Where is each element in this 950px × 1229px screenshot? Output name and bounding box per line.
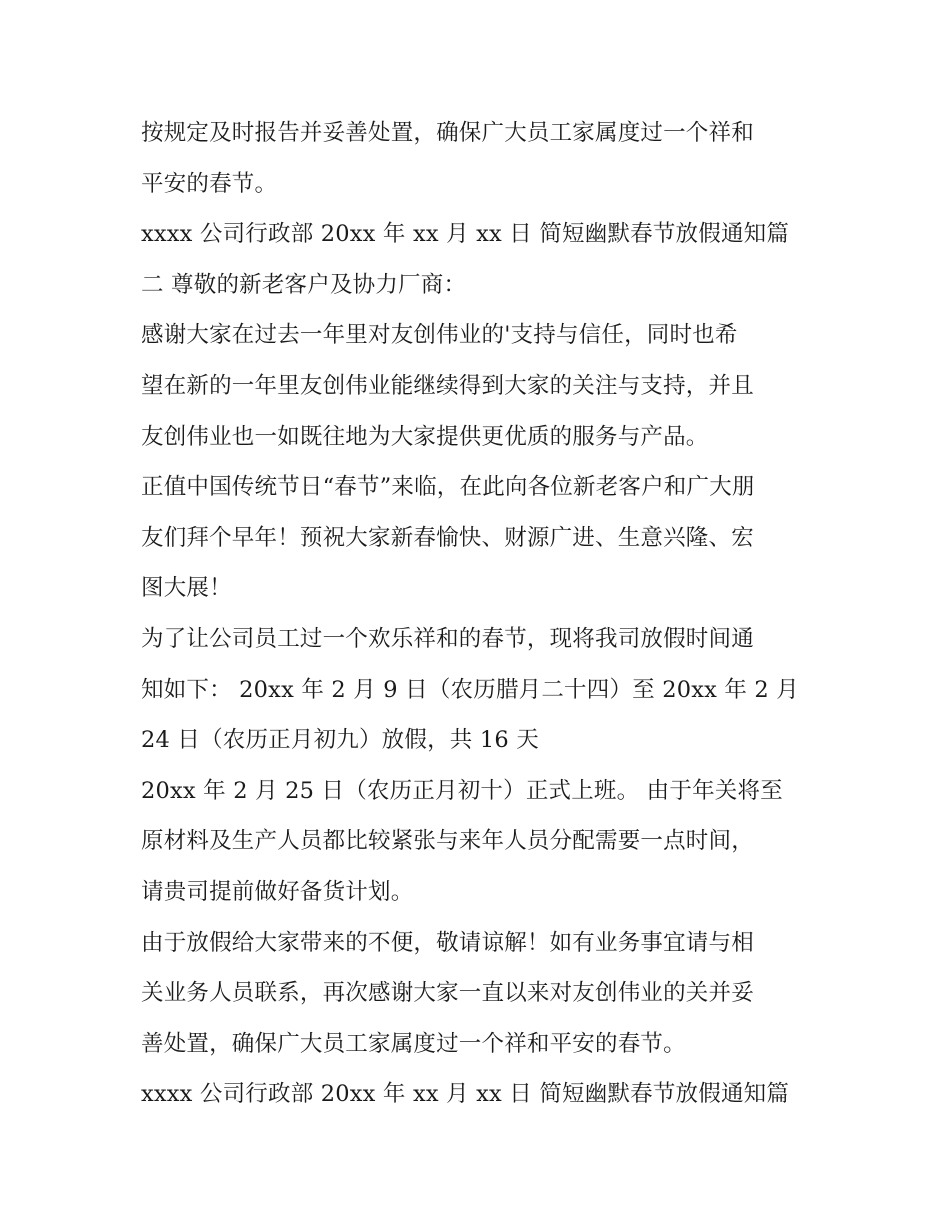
text-line: xxxx 公司行政部 20xx 年 xx 月 xx 日 简短幽默春节放假通知篇 [141, 1081, 790, 1108]
text-line: 请贵司提前做好备货计划。 [141, 878, 414, 905]
text-line: 知如下： 20xx 年 2 月 9 日（农历腊月二十四）至 20xx 年 2 月 [141, 676, 799, 703]
text-line: 关业务人员联系，再次感谢大家一直以来对友创伟业的关并妥 [141, 980, 754, 1007]
document-body [141, 108, 821, 1120]
text-line: 善处置，确保广大员工家属度过一个祥和平安的春节。 [141, 1030, 686, 1057]
text-line: 平安的春节。 [141, 170, 278, 197]
text-line: 20xx 年 2 月 25 日（农历正月初十）正式上班。 由于年关将至 [141, 777, 783, 804]
text-line: 24 日（农历正月初九）放假，共 16 天 [141, 727, 539, 754]
text-line: 望在新的一年里友创伟业能继续得到大家的关注与支持，并且 [141, 372, 754, 399]
text-line: 正值中国传统节日“春节”来临，在此向各位新老客户和广大朋 [141, 474, 755, 501]
text-line: 按规定及时报告并妥善处置，确保广大员工家属度过一个祥和 [141, 120, 754, 146]
text-line: 感谢大家在过去一年里对友创伟业的'支持与信任，同时也希 [141, 322, 738, 349]
text-line: 为了让公司员工过一个欢乐祥和的春节，现将我司放假时间通 [141, 625, 754, 652]
text-line: 友创伟业也一如既往地为大家提供更优质的服务与产品。 [141, 423, 709, 450]
text-line: 友们拜个早年！预祝大家新春愉快、财源广进、生意兴隆、宏 [141, 524, 754, 551]
text-line: xxxx 公司行政部 20xx 年 xx 月 xx 日 简短幽默春节放假通知篇 [141, 221, 790, 248]
text-line: 原材料及生产人员都比较紧张与来年人员分配需要一点时间， [141, 828, 754, 855]
text-line: 由于放假给大家带来的不便，敬请谅解！如有业务事宜请与相 [141, 929, 754, 956]
text-line: 二 尊敬的新老客户及协力厂商： [141, 271, 467, 298]
text-line: 图大展！ [141, 575, 232, 602]
